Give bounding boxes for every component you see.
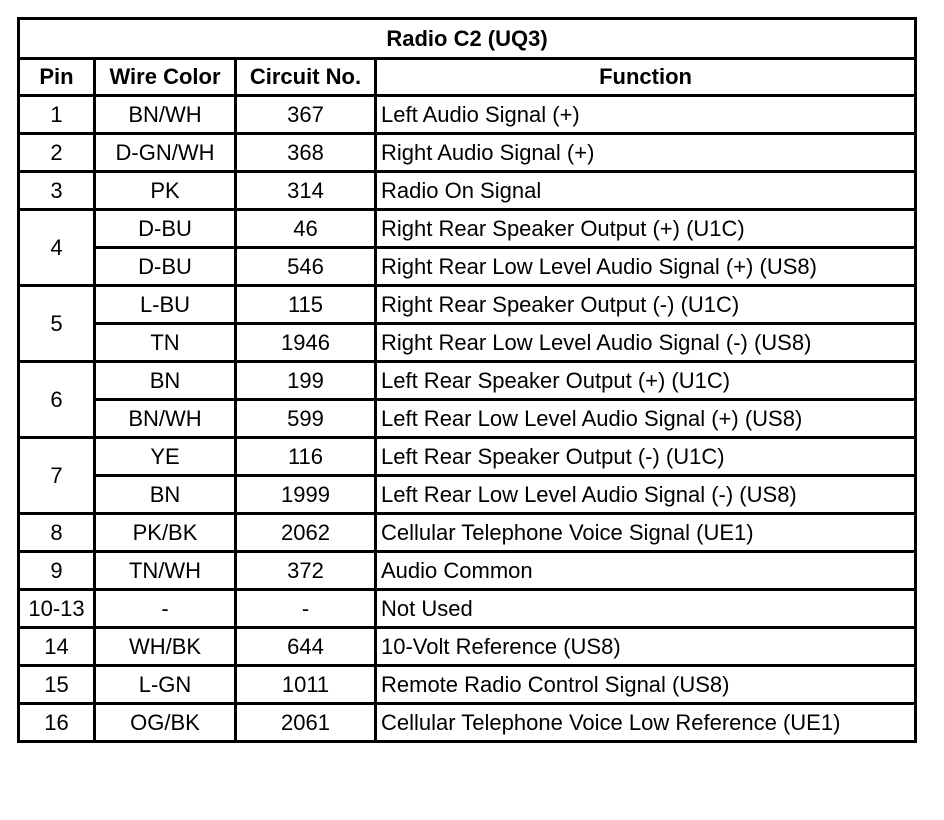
pin-cell: 2 [19,134,95,172]
circuit-no-cell: 1011 [236,666,376,704]
pin-cell: 10-13 [19,590,95,628]
circuit-no-cell: 1946 [236,324,376,362]
function-cell: Left Rear Speaker Output (+) (U1C) [376,362,916,400]
wire-color-cell: D-GN/WH [95,134,236,172]
wire-color-cell: TN/WH [95,552,236,590]
pin-cell: 14 [19,628,95,666]
wire-color-cell: BN/WH [95,400,236,438]
wire-color-cell: WH/BK [95,628,236,666]
table-row [19,628,916,666]
header-pin: Pin [19,59,95,96]
circuit-no-cell: 314 [236,172,376,210]
header-function: Function [376,59,916,96]
pin-cell: 6 [19,362,95,438]
pin-cell: 8 [19,514,95,552]
function-cell: Left Rear Speaker Output (-) (U1C) [376,438,916,476]
function-cell: Right Rear Low Level Audio Signal (-) (US8) [376,324,916,362]
function-cell: Radio On Signal [376,172,916,210]
header-row [19,59,916,96]
wire-color-cell: D-BU [95,210,236,248]
wire-color-cell: L-BU [95,286,236,324]
pin-cell: 9 [19,552,95,590]
table-row [19,552,916,590]
pin-cell: 7 [19,438,95,514]
header-circuit-no: Circuit No. [236,59,376,96]
circuit-no-cell: 1999 [236,476,376,514]
function-cell: Audio Common [376,552,916,590]
table-row [19,96,916,134]
table-row [19,362,916,400]
table-row [19,704,916,742]
function-cell: Remote Radio Control Signal (US8) [376,666,916,704]
circuit-no-cell: 116 [236,438,376,476]
table-row [19,286,916,324]
circuit-no-cell: 199 [236,362,376,400]
wire-color-cell: PK [95,172,236,210]
wire-color-cell: BN/WH [95,96,236,134]
pin-cell: 15 [19,666,95,704]
pin-cell: 3 [19,172,95,210]
function-cell: Right Rear Speaker Output (+) (U1C) [376,210,916,248]
table-row [19,210,916,248]
pin-cell: 1 [19,96,95,134]
function-cell: 10-Volt Reference (US8) [376,628,916,666]
title-row [19,19,916,59]
function-cell: Left Rear Low Level Audio Signal (-) (US8) [376,476,916,514]
function-cell: Left Audio Signal (+) [376,96,916,134]
wire-color-cell: - [95,590,236,628]
wire-color-cell: BN [95,362,236,400]
circuit-no-cell: 367 [236,96,376,134]
wire-color-cell: BN [95,476,236,514]
wire-color-cell: PK/BK [95,514,236,552]
table-row [19,476,916,514]
circuit-no-cell: 115 [236,286,376,324]
circuit-no-cell: 46 [236,210,376,248]
wire-color-cell: OG/BK [95,704,236,742]
function-cell: Right Rear Speaker Output (-) (U1C) [376,286,916,324]
header-wire-color: Wire Color [95,59,236,96]
pin-cell: 16 [19,704,95,742]
circuit-no-cell: - [236,590,376,628]
function-cell: Right Rear Low Level Audio Signal (+) (US8) [376,248,916,286]
table-row [19,248,916,286]
pin-cell: 5 [19,286,95,362]
circuit-no-cell: 2061 [236,704,376,742]
circuit-no-cell: 368 [236,134,376,172]
table-title: Radio C2 (UQ3) [19,19,916,59]
table-row [19,438,916,476]
table-row [19,590,916,628]
pin-cell: 4 [19,210,95,286]
function-cell: Left Rear Low Level Audio Signal (+) (US8) [376,400,916,438]
table-row [19,134,916,172]
function-cell: Not Used [376,590,916,628]
function-cell: Cellular Telephone Voice Signal (UE1) [376,514,916,552]
circuit-no-cell: 2062 [236,514,376,552]
table-row [19,172,916,210]
circuit-no-cell: 372 [236,552,376,590]
table-row [19,324,916,362]
circuit-no-cell: 599 [236,400,376,438]
circuit-no-cell: 644 [236,628,376,666]
wire-color-cell: YE [95,438,236,476]
function-cell: Right Audio Signal (+) [376,134,916,172]
table-row [19,400,916,438]
wire-color-cell: L-GN [95,666,236,704]
table-body [19,96,916,742]
table-row [19,666,916,704]
circuit-no-cell: 546 [236,248,376,286]
wire-color-cell: TN [95,324,236,362]
function-cell: Cellular Telephone Voice Low Reference (UE1) [376,704,916,742]
wire-color-cell: D-BU [95,248,236,286]
pinout-table [17,17,917,743]
table-row [19,514,916,552]
